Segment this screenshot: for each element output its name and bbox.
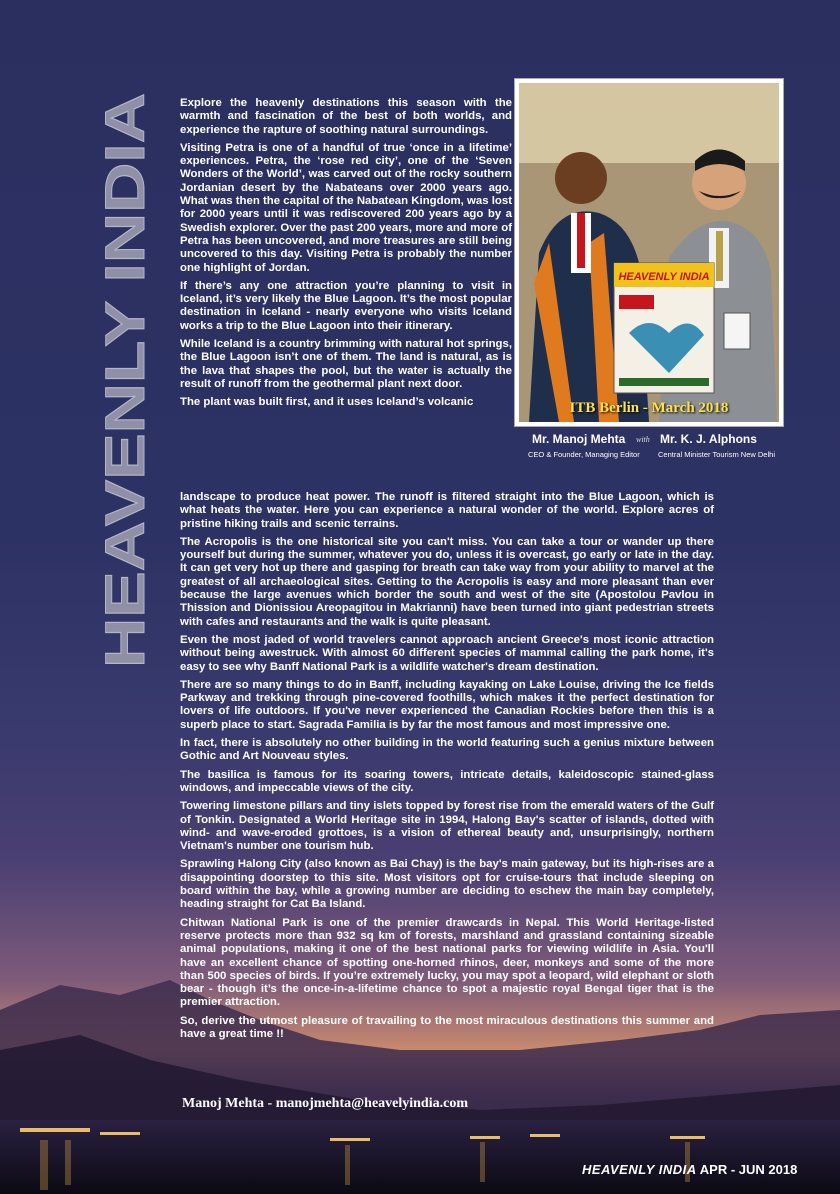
body-paragraph: The Acropolis is the one historical site you can't miss. You can take a tour or wander up there yourself but during the summer, whatever you do, unless it is overcast, go early or late in the day. It can get very hot up there and gasping for breath can take way from your ability to marvel at the greatest of all archaeological sites. Getting to the Acropolis is easy and more pleasant than ever because the large avenues which border the south and west of the site (Apostolou Pavlou in Thission and Dionissiou Areopagitou in Makrianni) have been turned into giant pedestrian streets with cafes and restaurants and the walk is quite pleasant. [180, 535, 714, 628]
with-label: with [636, 435, 650, 444]
footer-brand: HEAVENLY INDIA [582, 1162, 697, 1177]
event-photo [519, 83, 779, 422]
photo-caption: ITB Berlin - March 2018 [569, 400, 729, 416]
intro-paragraph: Visiting Petra is one of a handful of true ‘once in a lifetime’ experiences. Petra, the ‘rose red city’, one of the ‘Seven Wonders of the World’, was carved out of the rocky southern Jordanian desert by the Nabateans over 2000 years ago. What was then the capital of the Nabatean Kingdom, was lost for 2000 years until it was rediscovered 200 years ago by a Swedish explorer. Over the past 200 years, more and more of Petra has been uncovered, and more treasures are still being uncovered to this day. Visiting Petra is probably the number one highlight of Jordan. [180, 141, 512, 274]
body-paragraph: Chitwan National Park is one of the premier drawcards in Nepal. This World Heritage-listed reserve protects more than 932 sq km of forests, marshland and grassland containing sizeable animal populations, making it one of the best national parks for viewing wildlife in Asia. You'll have an excellent chance of spotting one-horned rhinos, deer, monkeys and some of the more than 500 species of birds. If you’re extremely lucky, you may spot a leopard, wild elephant or sloth bear - though it’s the once-in-a-lifetime chance to spot a majestic royal Bengal tiger that is the premier attraction. [180, 916, 714, 1009]
vertical-title-text: HEAVENLY INDIA [93, 205, 156, 668]
body-column [180, 491, 714, 1046]
intro-paragraph: The plant was built first, and it uses Iceland’s volcanic [180, 396, 474, 409]
magazine-cover-title: HEAVENLY INDIA [618, 271, 710, 283]
event-photo-frame [514, 78, 784, 427]
body-paragraph: Towering limestone pillars and tiny islets topped by forest rise from the emerald waters of the Gulf of Tonkin. Designated a World Heritage site in 1994, Halong Bay's scatter of islands, dotted with wind- and wave-eroded grottoes, is a vision of ethereal beauty and, unsurprisingly, northern Vietnam's number one tourism hub. [180, 800, 714, 853]
vertical-masthead [93, 90, 160, 670]
author-signature: Manoj Mehta - manojmehta@heavelyindia.com [182, 1096, 468, 1111]
person2-name: Mr. K. J. Alphons [660, 432, 757, 446]
intro-paragraph: If there’s any one attraction you’re planning to visit in Iceland, it’s very likely the Blue Lagoon. It’s the most popular destination in Iceland - nearly everyone who visits Iceland works a trip to the Blue Lagoon into their itinerary. [180, 279, 512, 332]
photo-illustration [519, 83, 779, 422]
person1-name: Mr. Manoj Mehta [532, 432, 626, 446]
intro-paragraph: Explore the heavenly destinations this season with the warmth and fascination of the best of both worlds, and experience the rapture of soothing natural surroundings. [180, 97, 512, 136]
body-paragraph: Even the most jaded of world travelers cannot approach ancient Greece's most iconic attraction without being awestruck. With almost 60 different species of mammal calling the park home, it's easy to see why Banff National Park is a wildlife watcher's dream destination. [180, 633, 714, 673]
body-paragraph: In fact, there is absolutely no other building in the world featuring such a genius mixture between Gothic and Art Nouveau styles. [180, 737, 714, 763]
body-paragraph: The basilica is famous for its soaring towers, intricate details, kaleidoscopic stained-glass windows, and impeccable views of the city. [180, 768, 714, 794]
body-paragraph: landscape to produce heat power. The runoff is filtered straight into the Blue Lagoon, which is what heats the water. Here you can experience a natural wonder of the world. Explore acres of pristine hiking trails and scenic terrains. [180, 491, 714, 530]
body-paragraph: There are so many things to do in Banff, including kayaking on Lake Louise, driving the Ice fields Parkway and trekking through pine-covered foothills, which makes it the perfect destination for lovers of life outdoors. If you've never experienced the Canadian Rockies before then this is a superb place to start. Sagrada Familia is by far the most famous and most impressive one. [180, 678, 714, 731]
page-footer [582, 1162, 797, 1177]
intro-column [180, 97, 512, 415]
person1-role: CEO & Founder, Managing Editor [528, 450, 640, 459]
person2-role: Central Minister Tourism New Delhi [658, 450, 775, 459]
body-paragraph: So, derive the utmost pleasure of travailing to the most miraculous destinations this summer and have a great time !! [180, 1014, 714, 1040]
body-paragraph: Sprawling Halong City (also known as Bai Chay) is the bay's main gateway, but its high-rises are a disappointing doorstep to this site. Most visitors opt for cruise-tours that include sleeping on board within the bay, while a growing number are deciding to eschew the main bay completely, heading straight for Cat Ba Island. [180, 858, 714, 911]
intro-paragraph: While Iceland is a country brimming with natural hot springs, the Blue Lagoon isn’t one of them. The land is natural, as is the lava that shapes the pool, but the water is actually the result of runoff from the geothermal plant next door. [180, 338, 512, 390]
footer-issue: APR - JUN 2018 [699, 1162, 798, 1177]
